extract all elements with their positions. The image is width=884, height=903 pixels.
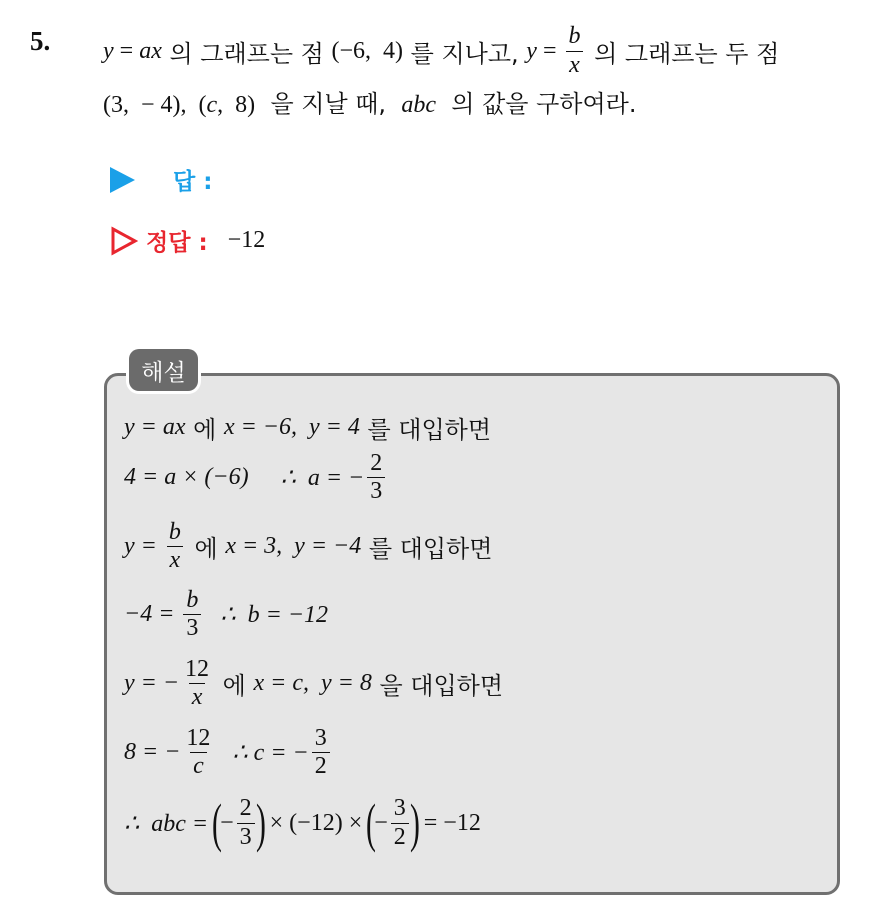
fraction-denominator: 3	[237, 823, 255, 850]
text: 에	[186, 535, 226, 564]
fraction-denominator: x	[566, 51, 583, 78]
fraction-numerator: b	[186, 587, 199, 613]
left-paren: (	[212, 793, 223, 853]
expr: y =	[124, 533, 163, 560]
expr: 4 = a × (−6)	[124, 464, 249, 491]
point-3: , 8)	[217, 92, 256, 118]
explanation-line-4	[124, 588, 328, 641]
expr: ∴ a = −	[280, 465, 365, 492]
fraction-denominator: 2	[391, 823, 409, 850]
var-y: y	[103, 37, 114, 64]
explanation-line-1	[124, 410, 491, 445]
explanation-line-3	[124, 520, 492, 573]
expr: ∴ b = −12	[220, 602, 329, 629]
fraction-denominator: 3	[367, 477, 385, 504]
fraction	[391, 796, 409, 849]
point-2: (3, − 4), (	[103, 92, 207, 118]
solution-label: 정답 :	[146, 230, 208, 256]
var-abc: abc	[401, 92, 436, 118]
fraction-numerator: 2	[239, 795, 252, 822]
fraction-denominator: x	[167, 546, 184, 573]
fraction-numerator: 12	[186, 725, 211, 751]
expr: y = −	[124, 670, 180, 697]
right-paren: )	[409, 793, 420, 853]
fraction-numerator: 3	[314, 725, 327, 751]
expr: ∴ abc =	[124, 810, 215, 837]
text-graph-point: 의 그래프는 점	[161, 39, 332, 68]
equals-2: =	[536, 37, 563, 64]
solution-value: −12	[227, 227, 266, 253]
left-paren: (	[366, 793, 377, 853]
text: 를 대입하면	[361, 535, 493, 564]
triangle-solid-icon	[110, 167, 135, 193]
explanation-line-2	[124, 451, 388, 504]
expr: x = 3, y = −4	[225, 533, 362, 560]
answer-row	[110, 163, 212, 196]
fraction-numerator: b	[568, 23, 581, 50]
explanation-line-7	[124, 793, 481, 853]
fraction	[183, 588, 201, 641]
minus-sign: −	[220, 809, 234, 836]
text: 를 대입하면	[359, 416, 492, 444]
explanation-line-6	[124, 726, 333, 779]
fraction-numerator: 3	[393, 795, 406, 822]
text-find-value: 의 값을 구하여라.	[443, 90, 637, 118]
text: 에	[185, 416, 224, 444]
expr: = −12	[417, 809, 481, 836]
fraction	[166, 520, 184, 573]
fraction-b-over-x	[565, 24, 583, 77]
expr: ∴ c = −	[232, 740, 309, 767]
question-line-1	[103, 22, 779, 80]
fraction	[367, 451, 385, 504]
question-line-2	[103, 84, 636, 119]
var-x: x	[151, 37, 162, 64]
expr: × (−12) ×	[263, 809, 369, 836]
text-passes: 를 지나고,	[403, 39, 527, 68]
expr: y = ax	[124, 414, 186, 440]
text-two-points: 의 그래프는 두 점	[586, 39, 780, 68]
fraction	[182, 657, 212, 710]
fraction-denominator: c	[190, 752, 207, 779]
fraction-numerator: 2	[370, 450, 383, 476]
var-y-2: y	[526, 37, 537, 64]
fraction-numerator: b	[168, 519, 181, 545]
fraction	[312, 726, 330, 779]
solution-row	[110, 224, 265, 257]
text-when-passing: 을 지날 때,	[262, 90, 394, 118]
fraction	[183, 726, 213, 779]
minus-sign: −	[374, 809, 388, 836]
expr: 8 = −	[124, 739, 181, 766]
var-c: c	[206, 92, 218, 118]
explanation-line-5	[124, 657, 503, 710]
expr: −4 =	[124, 601, 181, 628]
text: 을 대입하면	[371, 672, 504, 701]
question-number: 5.	[30, 26, 51, 56]
text: 에	[215, 672, 254, 701]
point-1: (−6, 4)	[331, 37, 404, 64]
expr: x = c, y = 8	[253, 670, 372, 697]
right-paren: )	[255, 793, 266, 853]
var-a: a	[139, 37, 152, 64]
explanation-tag: 해설	[129, 349, 198, 391]
fraction	[237, 796, 255, 849]
triangle-outline-icon	[110, 226, 138, 256]
fraction-denominator: x	[189, 683, 206, 710]
fraction-numerator: 12	[185, 656, 210, 682]
fraction-denominator: 2	[312, 752, 330, 779]
expr: x = −6, y = 4	[223, 414, 360, 440]
answer-label: 답 :	[173, 169, 213, 195]
fraction-denominator: 3	[183, 614, 201, 641]
equals: =	[113, 37, 140, 64]
